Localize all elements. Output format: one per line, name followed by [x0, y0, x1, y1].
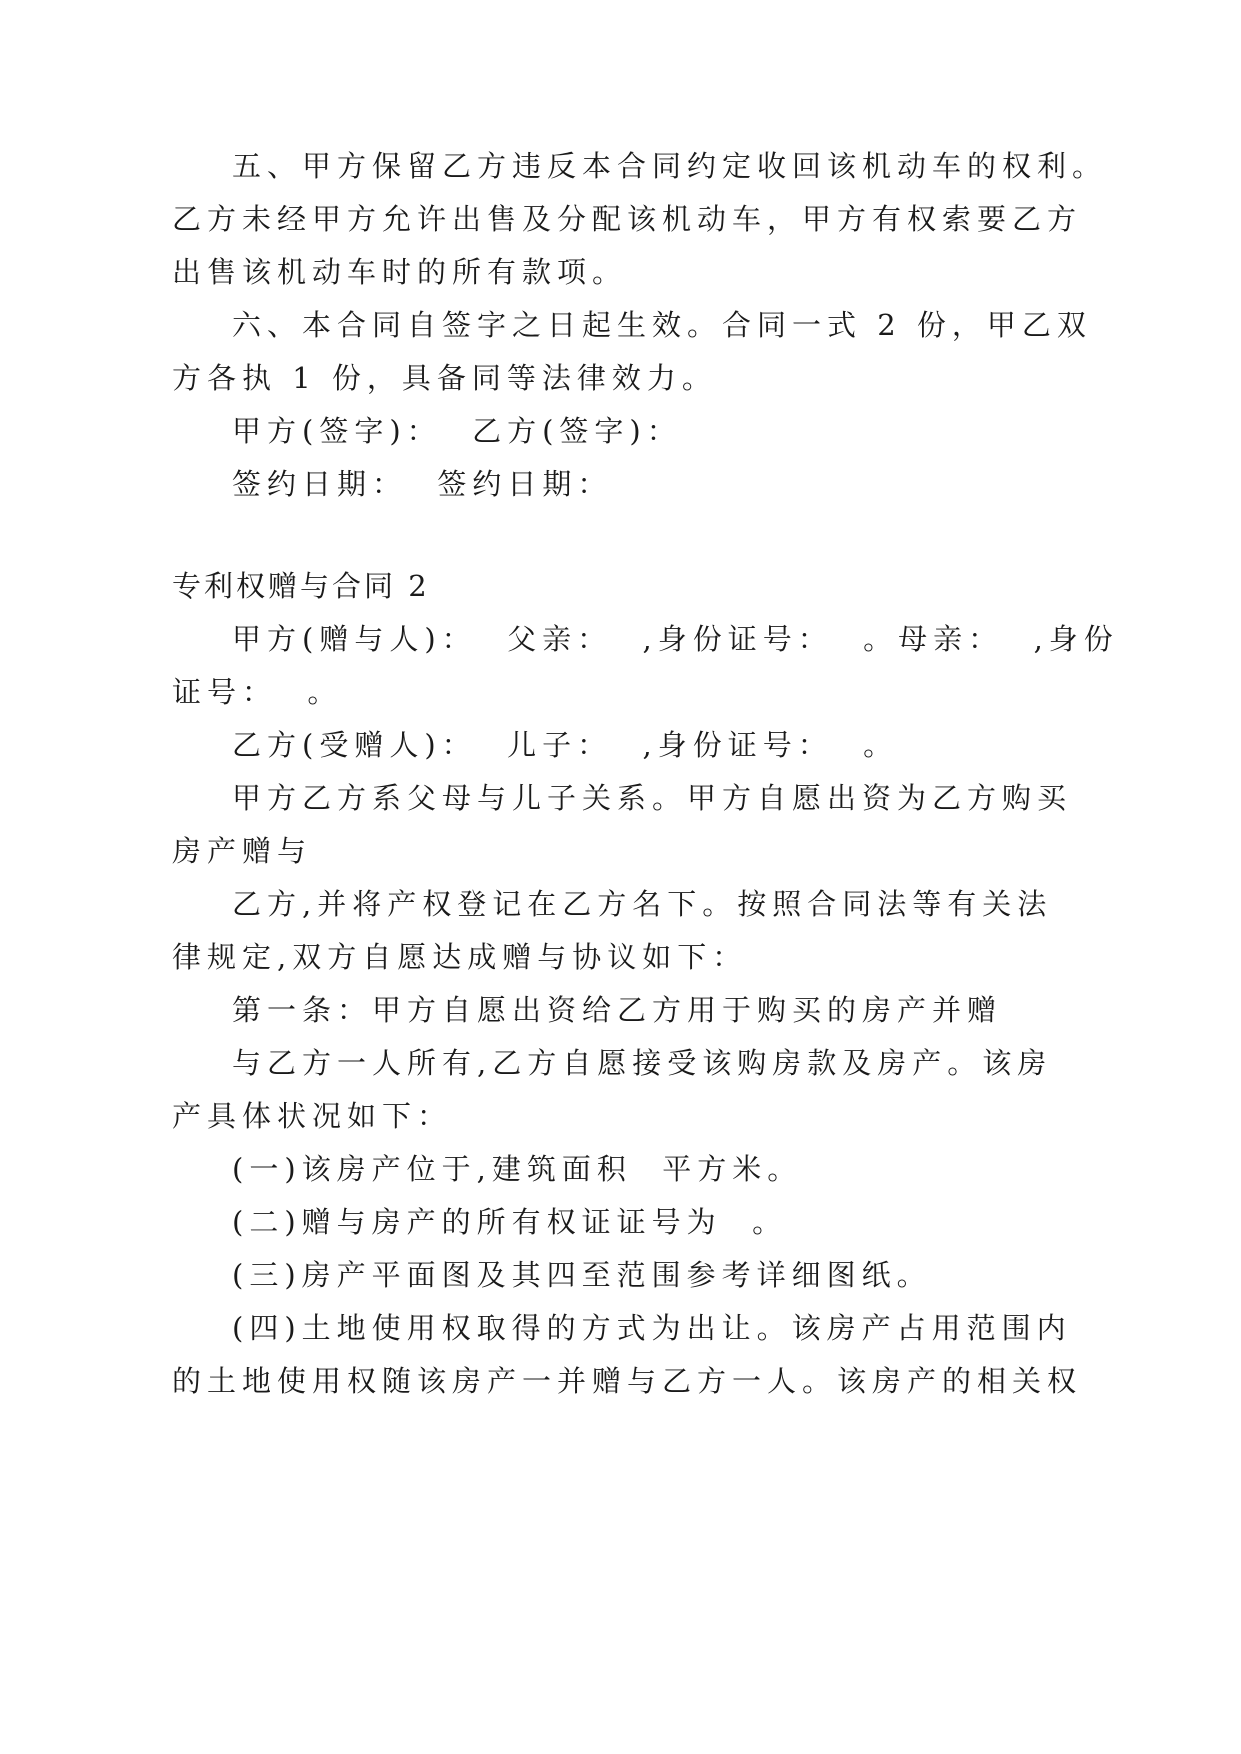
registration-line-2: 律规定,双方自愿达成赠与协议如下：	[172, 940, 748, 974]
clause-5-line-3: 出售该机动车时的所有款项。	[172, 255, 628, 289]
item-4-line-1: (四)土地使用权取得的方式为出让。该房产占用范围内	[232, 1311, 1072, 1345]
party-a-line-1: 甲方(赠与人)： 父亲： ,身份证号： 。母亲： ,身份	[232, 622, 1119, 656]
party-a-line-2: 证号： 。	[172, 675, 343, 709]
clause-6-line-1: 六、本合同自签字之日起生效。合同一式 2 份，甲乙双	[232, 308, 1092, 342]
registration-line-1: 乙方,并将产权登记在乙方名下。按照合同法等有关法	[232, 887, 1053, 921]
article-1-line-1: 第一条：甲方自愿出资给乙方用于购买的房产并赠	[232, 993, 1003, 1027]
item-2: (二)赠与房产的所有权证证号为 。	[232, 1205, 788, 1239]
signature-line: 甲方(签字)： 乙方(签字)：	[232, 414, 682, 448]
item-4-line-2: 的土地使用权随该房产一并赠与乙方一人。该房产的相关权	[172, 1364, 1083, 1398]
relationship-line-1: 甲方乙方系父母与儿子关系。甲方自愿出资为乙方购买	[232, 781, 1073, 815]
clause-6-line-2: 方各执 1 份，具备同等法律效力。	[172, 361, 717, 395]
contract-title: 专利权赠与合同 2	[172, 569, 430, 603]
clause-5-line-1: 五、甲方保留乙方违反本合同约定收回该机动车的权利。	[232, 149, 1108, 183]
party-b-line: 乙方(受赠人)： 儿子： ,身份证号： 。	[232, 728, 899, 762]
item-1: (一)该房产位于,建筑面积 平方米。	[232, 1152, 803, 1186]
sign-date-line: 签约日期： 签约日期：	[232, 467, 613, 501]
article-1-line-2: 与乙方一人所有,乙方自愿接受该购房款及房产。该房	[232, 1046, 1053, 1080]
relationship-line-2: 房产赠与	[172, 834, 313, 868]
clause-5-line-2: 乙方未经甲方允许出售及分配该机动车，甲方有权索要乙方	[172, 202, 1083, 236]
item-3: (三)房产平面图及其四至范围参考详细图纸。	[232, 1258, 932, 1292]
article-1-line-3: 产具体状况如下：	[172, 1099, 453, 1133]
